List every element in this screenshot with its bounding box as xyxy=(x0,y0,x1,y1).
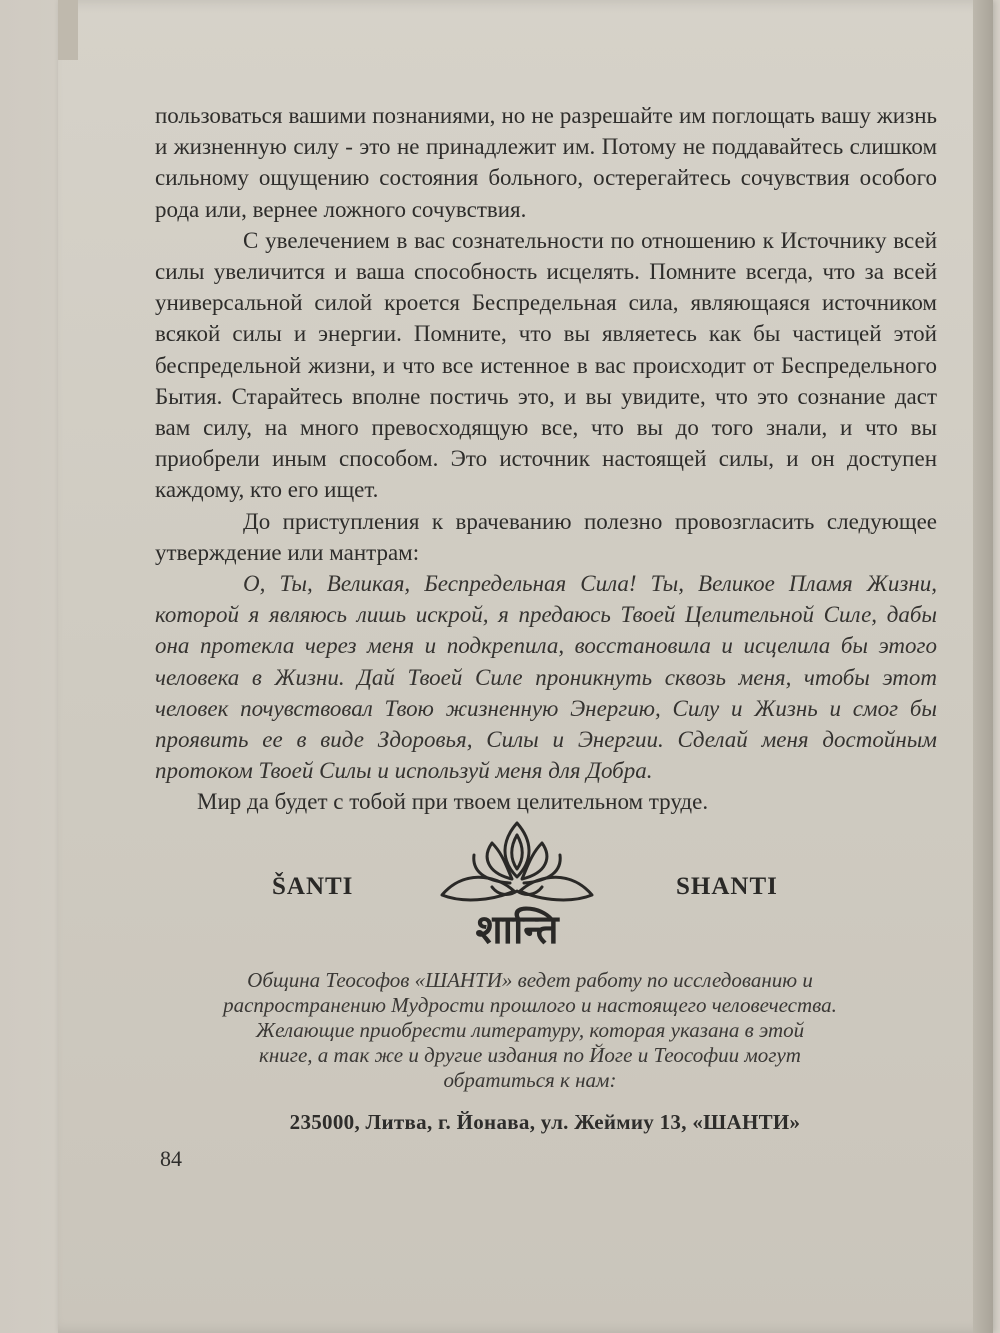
emblem-word-shanti: SHANTI xyxy=(676,873,778,900)
page-edge xyxy=(973,0,993,1333)
notice-line: книге, а так же и другие издания по Йоге и Теософии могут xyxy=(259,1043,801,1067)
publisher-address: 235000, Литва, г. Йонава, ул. Жеймиу 13, «ШАНТИ» xyxy=(289,1110,801,1134)
paragraph-3: До приступления к врачеванию полезно провозгласить следующее утверждение или мантрам: xyxy=(155,508,937,565)
page-corner xyxy=(58,0,78,60)
notice-line: обратиться к нам: xyxy=(443,1068,617,1092)
emblem-word-santi: ŠANTI xyxy=(272,873,354,900)
notice-line: Желающие приобрести литературу, которая указана в этой xyxy=(255,1018,805,1042)
closing-line: Мир да будет с тобой при твоем целительном труде. xyxy=(197,789,709,815)
lotus-icon xyxy=(432,815,602,955)
publisher-notice xyxy=(140,968,920,1093)
shanti-emblem xyxy=(200,815,840,955)
paragraph-1: пользоваться вашими познаниями, но не разрешайте им поглощать вашу жизнь и жизненную силу - это не принадлежит им. Потому не поддавайтесь слишком сильному ощущению состояния больного, остерегайтесь сочувствия особого рода или, вернее ложного сочувствия. xyxy=(155,103,937,222)
notice-line: Община Теософов «ШАНТИ» ведет работу по исследованию и xyxy=(247,968,813,992)
page-number: 84 xyxy=(160,1146,182,1171)
body-text xyxy=(155,100,937,818)
paragraph-2: С увелечением в вас сознательности по отношению к Источнику всей силы увеличится и ваша способность исцелять. Помните всегда, что за всей универсальной силой кроется Беспредельная сила, являющаяся источником всякой силы и энергии. Помните, что вы являетесь как бы частицей этой беспредельной жизни, и что все истенное в вас происходит от Беспредельного Бытия. Старайтесь вполне постичь это, и вы увидите, что это сознание даст вам силу, на много превосходящую все, что вы до того знали, и что вы приобрели иным способом. Это источник настоящей силы, и он доступен каждому, кто его ищет. xyxy=(155,227,937,503)
mantra-text: О, Ты, Великая, Беспредельная Сила! Ты, Великое Пламя Жизни, которой я являюсь лишь искрой, я предаюсь Твоей Целительной Силе, дабы она протекла через меня и подкрепила, восстановила и исцелила бы этого человека в Жизни. Дай Твоей Силе проникнуть сквозь меня, чтобы этот человек почувствовал Твою жизненную Энергию, Силу и Жизнь и смог бы проявить ее в виде Здоровья, Силы и Энергии. Сделай меня достойным протоком Твоей Силы и используй меня для Добра. xyxy=(155,571,937,784)
notice-line: распространению Мудрости прошлого и настоящего человечества. xyxy=(223,993,837,1017)
devanagari-shanti: शान्ति xyxy=(475,907,559,953)
